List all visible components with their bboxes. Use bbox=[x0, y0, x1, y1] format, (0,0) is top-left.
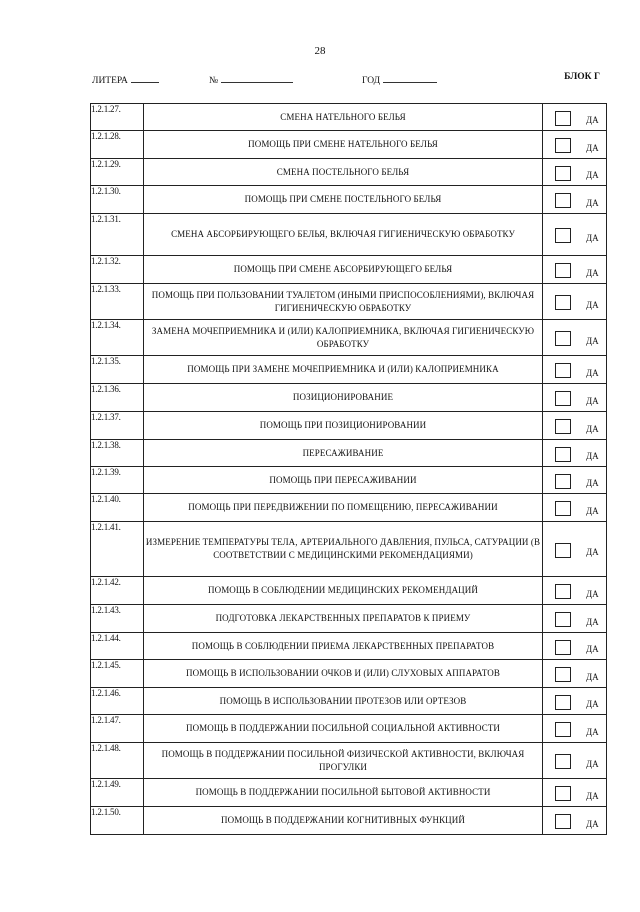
table-row bbox=[91, 356, 607, 384]
answer-group bbox=[543, 389, 606, 406]
answer-group bbox=[543, 784, 606, 801]
yes-checkbox[interactable] bbox=[555, 363, 571, 378]
yes-label: ДА bbox=[586, 267, 599, 278]
yes-label: ДА bbox=[586, 616, 599, 627]
item-description: ПОМОЩЬ ПРИ ПОЗИЦИОНИРОВАНИИ bbox=[144, 412, 543, 440]
answer-group bbox=[543, 472, 606, 489]
number-field bbox=[209, 72, 293, 86]
litera-field bbox=[92, 72, 159, 86]
item-description: ПОМОЩЬ ПРИ ПЕРЕДВИЖЕНИИ ПО ПОМЕЩЕНИЮ, ПЕРЕСАЖИВАНИИ bbox=[144, 494, 543, 522]
yes-label: ДА bbox=[586, 115, 599, 125]
item-description: ЗАМЕНА МОЧЕПРИЕМНИКА И (ИЛИ) КАЛОПРИЕМНИКА, ВКЛЮЧАЯ ГИГИЕНИЧЕСКУЮ ОБРАБОТКУ bbox=[144, 320, 543, 356]
item-description: СМЕНА АБСОРБИРУЮЩЕГО БЕЛЬЯ, ВКЛЮЧАЯ ГИГИЕНИЧЕСКУЮ ОБРАБОТКУ bbox=[144, 214, 543, 256]
table-row bbox=[91, 412, 607, 440]
answer-cell bbox=[543, 715, 607, 743]
table-row bbox=[91, 779, 607, 807]
answer-cell bbox=[543, 807, 607, 835]
answer-cell bbox=[543, 605, 607, 633]
block-label: БЛОК Г bbox=[564, 72, 600, 82]
item-description: СМЕНА НАТЕЛЬНОГО БЕЛЬЯ bbox=[144, 104, 543, 131]
yes-checkbox[interactable] bbox=[555, 543, 571, 558]
answer-cell bbox=[543, 577, 607, 605]
year-label: ГОД bbox=[362, 76, 381, 86]
answer-cell bbox=[543, 256, 607, 284]
table-row bbox=[91, 284, 607, 320]
answer-cell bbox=[543, 412, 607, 440]
item-code: 1.2.1.42. bbox=[91, 577, 144, 605]
item-description: ПОМОЩЬ ПРИ ПОЛЬЗОВАНИИ ТУАЛЕТОМ (ИНЫМИ ПРИСПОСОБЛЕНИЯМИ), ВКЛЮЧАЯ ГИГИЕНИЧЕСКУЮ ОБРАБОТКУ bbox=[144, 284, 543, 320]
answer-cell bbox=[543, 356, 607, 384]
answer-cell bbox=[543, 104, 607, 131]
table-row bbox=[91, 807, 607, 835]
item-code: 1.2.1.31. bbox=[91, 214, 144, 256]
yes-checkbox[interactable] bbox=[555, 447, 571, 462]
answer-group bbox=[543, 693, 606, 710]
table-row bbox=[91, 522, 607, 577]
table-row bbox=[91, 440, 607, 467]
table-row bbox=[91, 214, 607, 256]
table-row bbox=[91, 186, 607, 214]
answer-cell bbox=[543, 779, 607, 807]
yes-label: ДА bbox=[586, 671, 599, 682]
item-code: 1.2.1.34. bbox=[91, 320, 144, 356]
table-row bbox=[91, 320, 607, 356]
table-row bbox=[91, 715, 607, 743]
yes-checkbox[interactable] bbox=[555, 331, 571, 346]
answer-cell bbox=[543, 186, 607, 214]
answer-cell bbox=[543, 688, 607, 715]
item-code: 1.2.1.30. bbox=[91, 186, 144, 214]
yes-checkbox[interactable] bbox=[555, 295, 571, 310]
yes-checkbox[interactable] bbox=[555, 754, 571, 769]
table-row bbox=[91, 743, 607, 779]
item-code: 1.2.1.37. bbox=[91, 412, 144, 440]
item-description: ПОДГОТОВКА ЛЕКАРСТВЕННЫХ ПРЕПАРАТОВ К ПРИЕМУ bbox=[144, 605, 543, 633]
answer-group bbox=[543, 610, 606, 627]
litera-label: ЛИТЕРА bbox=[92, 76, 128, 86]
answer-group bbox=[543, 665, 606, 682]
yes-label: ДА bbox=[586, 232, 599, 243]
answer-cell bbox=[543, 440, 607, 467]
yes-label: ДА bbox=[586, 451, 599, 461]
yes-checkbox[interactable] bbox=[555, 501, 571, 516]
yes-label: ДА bbox=[586, 547, 599, 557]
yes-label: ДА bbox=[586, 790, 599, 801]
answer-cell bbox=[543, 494, 607, 522]
yes-checkbox[interactable] bbox=[555, 263, 571, 278]
table-row bbox=[91, 256, 607, 284]
yes-checkbox[interactable] bbox=[555, 667, 571, 682]
answer-group bbox=[543, 582, 606, 599]
item-code: 1.2.1.32. bbox=[91, 256, 144, 284]
answer-cell bbox=[543, 159, 607, 186]
item-description: ПОМОЩЬ В СОБЛЮДЕНИИ МЕДИЦИНСКИХ РЕКОМЕНДАЦИЙ bbox=[144, 577, 543, 605]
number-blank[interactable] bbox=[221, 72, 293, 83]
table-row bbox=[91, 633, 607, 660]
form-table-body bbox=[91, 104, 607, 835]
yes-checkbox[interactable] bbox=[555, 391, 571, 406]
item-code: 1.2.1.49. bbox=[91, 779, 144, 807]
answer-cell bbox=[543, 522, 607, 577]
answer-group bbox=[543, 417, 606, 434]
table-row bbox=[91, 384, 607, 412]
item-code: 1.2.1.33. bbox=[91, 284, 144, 320]
yes-label: ДА bbox=[586, 818, 599, 829]
litera-blank[interactable] bbox=[131, 72, 159, 83]
item-description: ПОМОЩЬ В СОБЛЮДЕНИИ ПРИЕМА ЛЕКАРСТВЕННЫХ ПРЕПАРАТОВ bbox=[144, 633, 543, 660]
answer-group bbox=[543, 541, 606, 558]
answer-cell bbox=[543, 320, 607, 356]
table-row bbox=[91, 577, 607, 605]
yes-label: ДА bbox=[586, 758, 599, 769]
yes-label: ДА bbox=[586, 197, 599, 208]
yes-label: ДА bbox=[586, 726, 599, 737]
answer-group bbox=[543, 499, 606, 516]
item-description: ПЕРЕСАЖИВАНИЕ bbox=[144, 440, 543, 467]
answer-group bbox=[543, 638, 606, 655]
answer-group bbox=[543, 164, 606, 181]
table-row bbox=[91, 494, 607, 522]
item-code: 1.2.1.44. bbox=[91, 633, 144, 660]
answer-cell bbox=[543, 284, 607, 320]
item-code: 1.2.1.41. bbox=[91, 522, 144, 577]
answer-group bbox=[543, 720, 606, 737]
yes-checkbox[interactable] bbox=[555, 111, 571, 126]
answer-cell bbox=[543, 384, 607, 412]
item-code: 1.2.1.45. bbox=[91, 660, 144, 688]
item-code: 1.2.1.36. bbox=[91, 384, 144, 412]
item-code: 1.2.1.43. bbox=[91, 605, 144, 633]
yes-label: ДА bbox=[586, 588, 599, 599]
yes-checkbox[interactable] bbox=[555, 814, 571, 829]
yes-checkbox[interactable] bbox=[555, 640, 571, 655]
page-number: 28 bbox=[314, 45, 326, 57]
table-row bbox=[91, 131, 607, 159]
item-code: 1.2.1.48. bbox=[91, 743, 144, 779]
item-description: СМЕНА ПОСТЕЛЬНОГО БЕЛЬЯ bbox=[144, 159, 543, 186]
item-description: ИЗМЕРЕНИЕ ТЕМПЕРАТУРЫ ТЕЛА, АРТЕРИАЛЬНОГО ДАВЛЕНИЯ, ПУЛЬСА, САТУРАЦИИ (В СООТВЕТСТВИИ С МЕДИЦИНСКИМИ РЕКОМЕНДАЦИЯМИ) bbox=[144, 522, 543, 577]
table-row bbox=[91, 605, 607, 633]
yes-checkbox[interactable] bbox=[555, 166, 571, 181]
item-code: 1.2.1.38. bbox=[91, 440, 144, 467]
item-description: ПОМОЩЬ В ПОДДЕРЖАНИИ ПОСИЛЬНОЙ ФИЗИЧЕСКОЙ АКТИВНОСТИ, ВКЛЮЧАЯ ПРОГУЛКИ bbox=[144, 743, 543, 779]
yes-checkbox[interactable] bbox=[555, 612, 571, 627]
item-description: ПОМОЩЬ В ИСПОЛЬЗОВАНИИ ПРОТЕЗОВ ИЛИ ОРТЕЗОВ bbox=[144, 688, 543, 715]
table-row bbox=[91, 688, 607, 715]
table-row bbox=[91, 159, 607, 186]
item-description: ПОМОЩЬ ПРИ ЗАМЕНЕ МОЧЕПРИЕМНИКА И (ИЛИ) КАЛОПРИЕМНИКА bbox=[144, 356, 543, 384]
answer-group bbox=[543, 261, 606, 278]
yes-checkbox[interactable] bbox=[555, 138, 571, 153]
item-code: 1.2.1.47. bbox=[91, 715, 144, 743]
item-description: ПОМОЩЬ ПРИ ПЕРЕСАЖИВАНИИ bbox=[144, 467, 543, 494]
yes-checkbox[interactable] bbox=[555, 474, 571, 489]
answer-group bbox=[543, 361, 606, 378]
answer-cell bbox=[543, 214, 607, 256]
table-row bbox=[91, 660, 607, 688]
answer-group bbox=[543, 752, 606, 769]
answer-group bbox=[543, 109, 606, 126]
item-description: ПОМОЩЬ В ПОДДЕРЖАНИИ КОГНИТИВНЫХ ФУНКЦИЙ bbox=[144, 807, 543, 835]
yes-label: ДА bbox=[586, 395, 599, 406]
answer-group bbox=[543, 136, 606, 153]
yes-label: ДА bbox=[586, 335, 599, 346]
item-code: 1.2.1.27. bbox=[91, 104, 144, 131]
answer-group bbox=[543, 329, 606, 346]
item-description: ПОЗИЦИОНИРОВАНИЕ bbox=[144, 384, 543, 412]
item-description: ПОМОЩЬ В ПОДДЕРЖАНИИ ПОСИЛЬНОЙ БЫТОВОЙ АКТИВНОСТИ bbox=[144, 779, 543, 807]
item-code: 1.2.1.39. bbox=[91, 467, 144, 494]
yes-checkbox[interactable] bbox=[555, 695, 571, 710]
item-code: 1.2.1.40. bbox=[91, 494, 144, 522]
year-field bbox=[362, 72, 437, 86]
yes-label: ДА bbox=[586, 299, 599, 310]
item-description: ПОМОЩЬ ПРИ СМЕНЕ НАТЕЛЬНОГО БЕЛЬЯ bbox=[144, 131, 543, 159]
item-code: 1.2.1.29. bbox=[91, 159, 144, 186]
year-blank[interactable] bbox=[383, 72, 437, 83]
yes-checkbox[interactable] bbox=[555, 722, 571, 737]
answer-group bbox=[543, 293, 606, 310]
item-description: ПОМОЩЬ В ИСПОЛЬЗОВАНИИ ОЧКОВ И (ИЛИ) СЛУХОВЫХ АППАРАТОВ bbox=[144, 660, 543, 688]
yes-label: ДА bbox=[586, 170, 599, 180]
yes-checkbox[interactable] bbox=[555, 228, 571, 243]
number-label: № bbox=[209, 76, 219, 86]
yes-label: ДА bbox=[586, 505, 599, 516]
yes-label: ДА bbox=[586, 644, 599, 654]
answer-group bbox=[543, 226, 606, 243]
item-code: 1.2.1.28. bbox=[91, 131, 144, 159]
item-description: ПОМОЩЬ ПРИ СМЕНЕ ПОСТЕЛЬНОГО БЕЛЬЯ bbox=[144, 186, 543, 214]
item-code: 1.2.1.35. bbox=[91, 356, 144, 384]
answer-cell bbox=[543, 633, 607, 660]
yes-label: ДА bbox=[586, 142, 599, 153]
yes-label: ДА bbox=[586, 367, 599, 378]
table-row bbox=[91, 104, 607, 131]
item-description: ПОМОЩЬ В ПОДДЕРЖАНИИ ПОСИЛЬНОЙ СОЦИАЛЬНОЙ АКТИВНОСТИ bbox=[144, 715, 543, 743]
table-row bbox=[91, 467, 607, 494]
yes-checkbox[interactable] bbox=[555, 419, 571, 434]
yes-checkbox[interactable] bbox=[555, 786, 571, 801]
answer-cell bbox=[543, 660, 607, 688]
yes-label: ДА bbox=[586, 478, 599, 488]
answer-group bbox=[543, 445, 606, 462]
item-code: 1.2.1.46. bbox=[91, 688, 144, 715]
item-description: ПОМОЩЬ ПРИ СМЕНЕ АБСОРБИРУЮЩЕГО БЕЛЬЯ bbox=[144, 256, 543, 284]
form-header bbox=[92, 72, 600, 86]
yes-label: ДА bbox=[586, 423, 599, 434]
yes-checkbox[interactable] bbox=[555, 584, 571, 599]
item-code: 1.2.1.50. bbox=[91, 807, 144, 835]
answer-group bbox=[543, 812, 606, 829]
yes-label: ДА bbox=[586, 699, 599, 709]
yes-checkbox[interactable] bbox=[555, 193, 571, 208]
answer-cell bbox=[543, 467, 607, 494]
answer-cell bbox=[543, 131, 607, 159]
answer-cell bbox=[543, 743, 607, 779]
form-table bbox=[90, 103, 607, 835]
answer-group bbox=[543, 191, 606, 208]
